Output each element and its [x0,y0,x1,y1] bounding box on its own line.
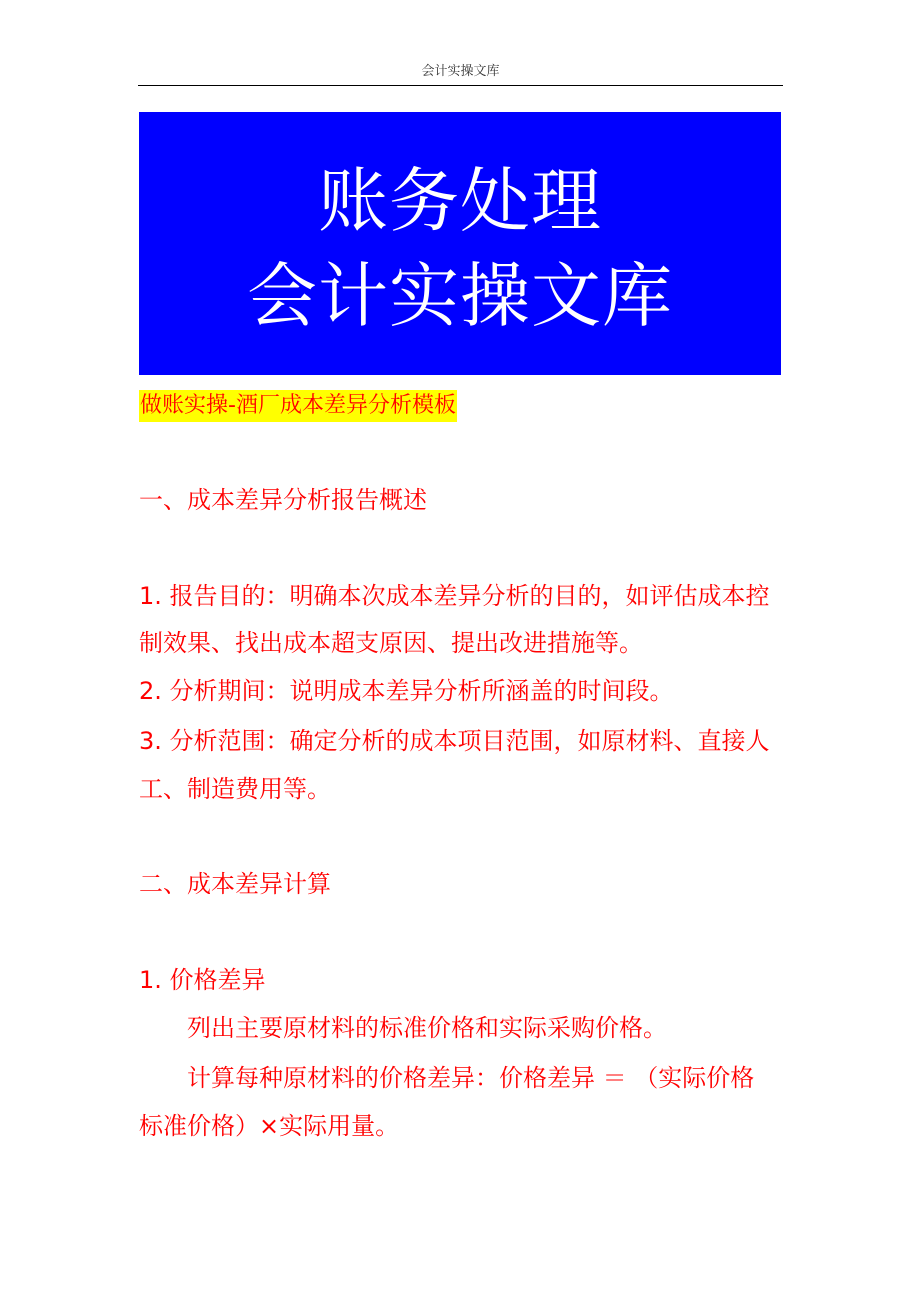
banner-line-2: 会计实操文库 [247,255,673,337]
section-2-item-1-paragraph-1: 列出主要原材料的标准价格和实际采购价格。 [187,1014,667,1042]
section-1-item-1-line-1: 1. 报告目的：明确本次成本差异分析的目的，如评估成本控 [139,582,770,610]
section-2-item-1-paragraph-2-line-2: 标准价格）×实际用量。 [139,1112,400,1140]
running-header: 会计实操文库 [421,64,500,79]
section-2-item-1-paragraph-2-line-1: 计算每种原材料的价格差异：价格差异 ＝ （实际价格 [187,1064,755,1092]
section-1-heading: 一、成本差异分析报告概述 [139,486,427,514]
title-banner [139,112,781,375]
section-1-item-2: 2. 分析期间：说明成本差异分析所涵盖的时间段。 [139,677,674,705]
section-1-item-3-line-2: 工、制造费用等。 [139,775,331,803]
banner-line-1: 账务处理 [318,160,602,242]
section-1-item-3-line-1: 3. 分析范围：确定分析的成本项目范围，如原材料、直接人 [139,727,770,755]
section-1-item-1-line-2: 制效果、找出成本超支原因、提出改进措施等。 [139,629,643,657]
section-2-heading: 二、成本差异计算 [139,870,331,898]
header-divider [138,85,783,86]
document-title: 做账实操-酒厂成本差异分析模板 [139,390,457,422]
section-2-item-1-heading: 1. 价格差异 [139,966,266,994]
